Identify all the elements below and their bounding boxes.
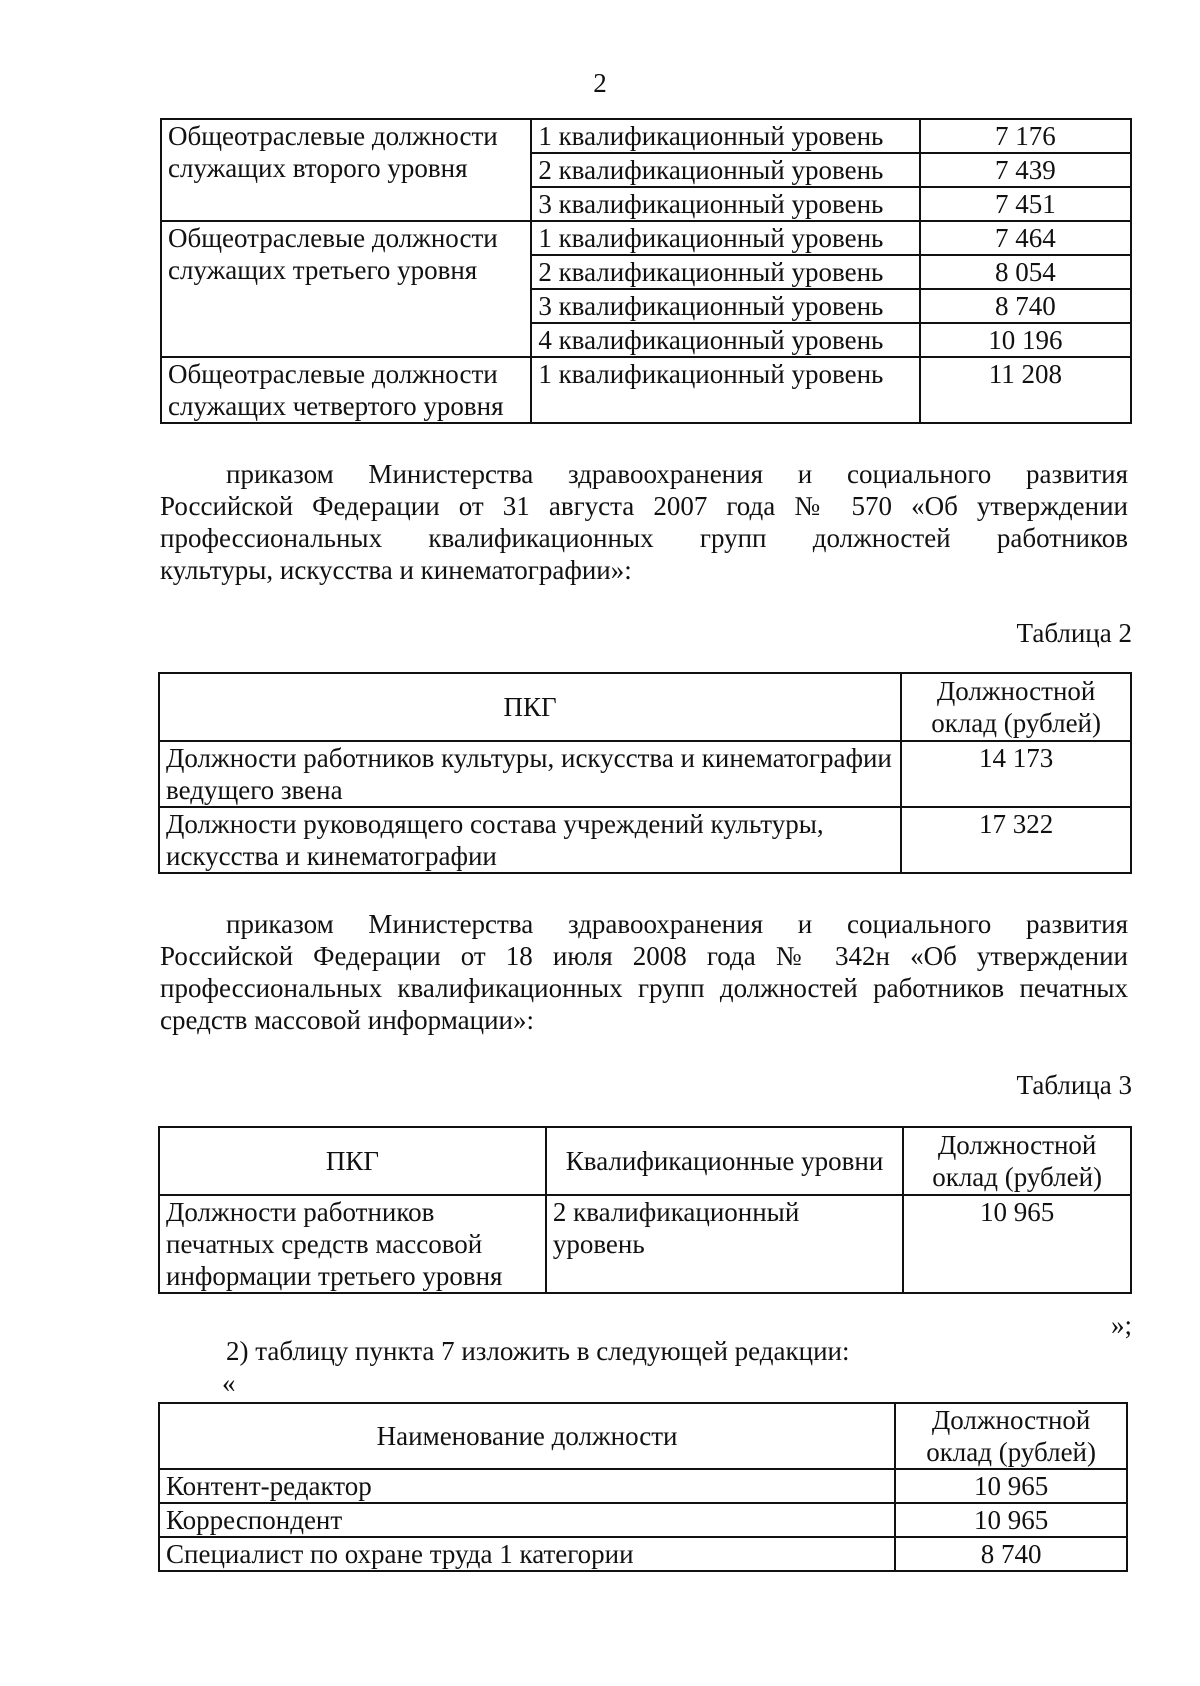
position-cell: Контент-редактор	[159, 1469, 895, 1503]
amendment-item-2: 2) таблицу пункта 7 изложить в следующей редакции:	[226, 1336, 850, 1366]
level-cell: 2 квалификационный уровень	[546, 1195, 903, 1293]
column-header-pkg: ПКГ	[159, 1127, 546, 1195]
paragraph-line: культуры, искусства и кинематографии»:	[160, 555, 632, 585]
table-row	[161, 221, 1131, 255]
table-row	[159, 1537, 1127, 1571]
paragraph-line: Российской Федерации от 31 августа 2007 года № 570 «Об утверждении	[160, 491, 1128, 521]
level-cell: 1 квалификационный уровень	[531, 357, 919, 423]
salary-cell: 17 322	[901, 807, 1131, 873]
pkg-cell: Должности работников печатных средств массовой информации третьего уровня	[159, 1195, 546, 1293]
salary-cell: 11 208	[920, 357, 1131, 423]
table-header-row	[159, 673, 1131, 741]
table-row	[159, 1469, 1127, 1503]
paragraph-line: профессиональных квалификационных групп должностей работников печатных	[160, 973, 1128, 1003]
column-header-salary: Должностной оклад (рублей)	[901, 673, 1131, 741]
table-row	[159, 1503, 1127, 1537]
table-header-row	[159, 1403, 1127, 1469]
group-name: Общеотраслевые должности служащих третьего уровня	[161, 221, 531, 357]
level-cell: 3 квалификационный уровень	[531, 187, 919, 221]
level-cell: 1 квалификационный уровень	[531, 119, 919, 153]
group-name: Общеотраслевые должности служащих четвертого уровня	[161, 357, 531, 423]
column-header-salary: Должностной оклад (рублей)	[903, 1127, 1131, 1195]
paragraph-line: Российской Федерации от 18 июля 2008 года № 342н «Об утверждении	[160, 941, 1128, 971]
salary-cell: 10 196	[920, 323, 1131, 357]
order-paragraph-342n	[160, 908, 1128, 1036]
salary-cell: 7 451	[920, 187, 1131, 221]
salary-cell: 10 965	[903, 1195, 1131, 1293]
pkg-cell: Должности руководящего состава учреждений культуры, искусства и кинематографии	[159, 807, 901, 873]
page-number: 2	[593, 68, 607, 98]
column-header-levels: Квалификационные уровни	[546, 1127, 903, 1195]
table-row	[159, 807, 1131, 873]
level-cell: 3 квалификационный уровень	[531, 289, 919, 323]
salary-cell: 7 464	[920, 221, 1131, 255]
column-header-salary: Должностной оклад (рублей)	[895, 1403, 1127, 1469]
column-header-pkg: ПКГ	[159, 673, 901, 741]
table-caption: Таблица 3	[1016, 1070, 1132, 1100]
salary-cell: 8 740	[895, 1537, 1127, 1571]
table-salary-general	[160, 118, 1132, 424]
order-paragraph-570	[160, 458, 1128, 586]
level-cell: 4 квалификационный уровень	[531, 323, 919, 357]
paragraph-line: приказом Министерства здравоохранения и социального развития	[226, 909, 1128, 939]
salary-cell: 8 740	[920, 289, 1131, 323]
salary-cell: 10 965	[895, 1503, 1127, 1537]
salary-cell: 14 173	[901, 741, 1131, 807]
pkg-cell: Должности работников культуры, искусства и кинематографии ведущего звена	[159, 741, 901, 807]
salary-cell: 7 176	[920, 119, 1131, 153]
salary-cell: 10 965	[895, 1469, 1127, 1503]
salary-cell: 7 439	[920, 153, 1131, 187]
column-header-position: Наименование должности	[159, 1403, 895, 1469]
table-header-row	[159, 1127, 1131, 1195]
table-row	[161, 119, 1131, 153]
table-row	[161, 357, 1131, 423]
table-position-salaries	[158, 1402, 1128, 1572]
level-cell: 2 квалификационный уровень	[531, 153, 919, 187]
level-cell: 1 квалификационный уровень	[531, 221, 919, 255]
position-cell: Специалист по охране труда 1 категории	[159, 1537, 895, 1571]
salary-cell: 8 054	[920, 255, 1131, 289]
level-cell: 2 квалификационный уровень	[531, 255, 919, 289]
table-culture-salaries	[158, 672, 1132, 874]
paragraph-line: приказом Министерства здравоохранения и социального развития	[226, 459, 1128, 489]
opening-quote: «	[222, 1368, 236, 1398]
table-row	[159, 1195, 1131, 1293]
table-row	[159, 741, 1131, 807]
group-name: Общеотраслевые должности служащих второго уровня	[161, 119, 531, 221]
table-press-salaries	[158, 1126, 1132, 1294]
table-caption: Таблица 2	[1016, 618, 1132, 648]
closing-quote: »;	[1110, 1310, 1132, 1340]
position-cell: Корреспондент	[159, 1503, 895, 1537]
paragraph-line: профессиональных квалификационных групп должностей работников	[160, 523, 1128, 553]
paragraph-line: средств массовой информации»:	[160, 1005, 534, 1035]
